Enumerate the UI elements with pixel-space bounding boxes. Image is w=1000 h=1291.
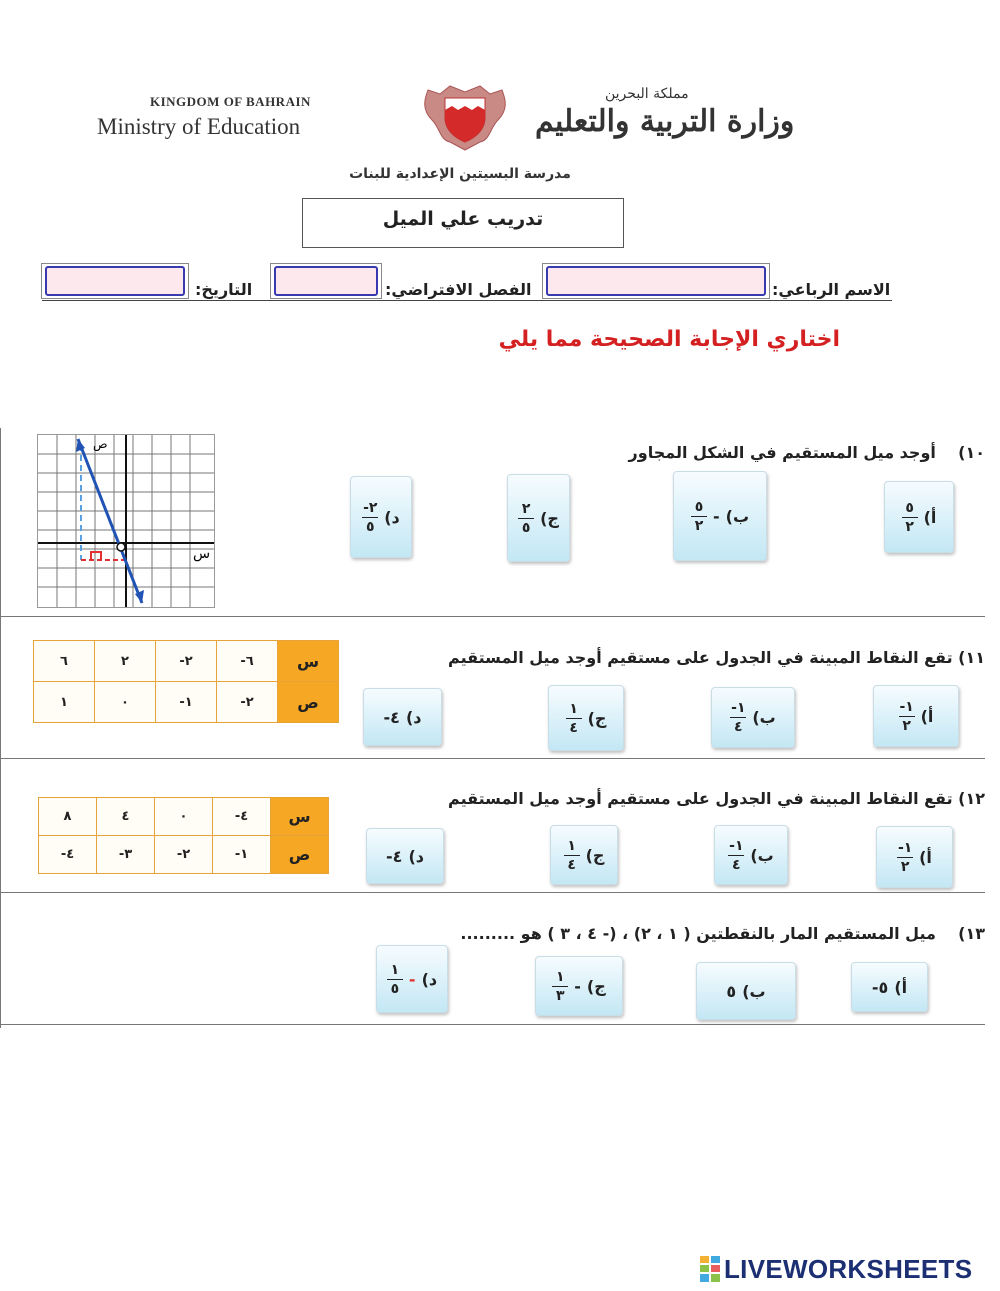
date-input[interactable] [45, 266, 185, 296]
class-input[interactable] [274, 266, 378, 296]
divider [0, 1024, 985, 1025]
liveworksheets-logo-icon [700, 1256, 720, 1282]
choice-12-d[interactable]: د) ٤- [366, 828, 444, 884]
ministry-english-title: Ministry of Education [97, 114, 301, 139]
question-13 [385, 924, 985, 943]
slope-graph [37, 434, 215, 608]
left-border [0, 428, 1, 1028]
table-cell: ٢- [155, 836, 213, 874]
choice-10-c[interactable]: ج) $\frac{٢}{٥}$ [507, 474, 570, 562]
table-cell: ١- [156, 682, 217, 723]
table-cell: ٨ [39, 798, 97, 836]
table-cell: ٢- [217, 682, 278, 723]
class-label: الفصل الافتراضي: [385, 280, 532, 299]
table-header-x: س [271, 798, 329, 836]
choice-13-d[interactable]: د) - $\frac{١}{٥}$ [376, 945, 448, 1013]
question-text: ميل المستقيم المار بالنقطتين ( ١ ، ٢) ، (- ٤ ، ٣ ) هو ......... [460, 924, 936, 943]
question-11 [385, 648, 985, 667]
points-table-12 [38, 797, 329, 874]
points-table-11 [33, 640, 339, 723]
divider [0, 758, 985, 759]
table-cell: ١- [213, 836, 271, 874]
school-name: مدرسة البسيتين الإعدادية للبنات [349, 166, 571, 182]
table-header-y: ص [271, 836, 329, 874]
kingdom-arabic-label: مملكة البحرين [605, 86, 689, 102]
table-cell: ٢ [95, 641, 156, 682]
choice-12-c[interactable]: ج) $\frac{١}{٤}$ [550, 825, 618, 885]
choice-12-a[interactable]: أ) $\frac{١-}{٢}$ [876, 826, 953, 888]
table-cell: ٣- [97, 836, 155, 874]
choice-13-b[interactable]: ب) ٥ [696, 962, 796, 1020]
x-axis-label: س [193, 546, 211, 562]
table-cell: ٤- [39, 836, 97, 874]
ministry-arabic-title: وزارة التربية والتعليم [535, 104, 795, 139]
kingdom-label: KINGDOM OF BAHRAIN [150, 94, 311, 109]
date-label: التاريخ: [195, 280, 253, 299]
question-text: تقع النقاط المبينة في الجدول على مستقيم أوجد ميل المستقيم [448, 648, 953, 667]
divider [0, 892, 985, 893]
question-12 [385, 789, 985, 808]
bahrain-emblem-icon [420, 80, 510, 152]
table-cell: ٠ [95, 682, 156, 723]
question-number: ١٣) [958, 924, 985, 943]
instruction-text: اختاري الإجابة الصحيحة مما يلي [498, 327, 840, 352]
slope-line [78, 439, 142, 603]
choice-10-d[interactable]: د) $\frac{٢-}{٥}$ [350, 476, 412, 558]
table-cell: ٢- [156, 641, 217, 682]
fields-underline [42, 300, 892, 301]
choice-12-b[interactable]: ب) $\frac{١-}{٤}$ [714, 825, 788, 885]
question-number: ١٢) [958, 789, 985, 808]
choice-13-a[interactable]: أ) ٥- [851, 962, 928, 1012]
table-cell: ١ [34, 682, 95, 723]
choice-11-b[interactable]: ب) $\frac{١-}{٤}$ [711, 687, 795, 748]
table-cell: ٦- [217, 641, 278, 682]
name-label: الاسم الرباعي: [772, 280, 891, 299]
name-input[interactable] [546, 266, 766, 296]
liveworksheets-logo-text: LIVEWORKSHEETS [724, 1253, 973, 1284]
table-cell: ٦ [34, 641, 95, 682]
worksheet-title: تدريب علي الميل [302, 198, 624, 248]
question-number: ١٠) [958, 443, 985, 462]
choice-11-d[interactable]: د) ٤- [363, 688, 442, 746]
question-number: ١١) [958, 648, 985, 667]
question-10 [385, 443, 985, 462]
divider [0, 616, 985, 617]
choice-11-c[interactable]: ج) $\frac{١}{٤}$ [548, 685, 624, 751]
y-axis-label: ص [93, 437, 108, 451]
choice-13-c[interactable]: ج) - $\frac{١}{٣}$ [535, 956, 623, 1016]
question-text: أوجد ميل المستقيم في الشكل المجاور [628, 443, 936, 462]
choice-11-a[interactable]: أ) $\frac{١-}{٢}$ [873, 685, 959, 747]
table-cell: ٤- [213, 798, 271, 836]
liveworksheets-logo [700, 1254, 972, 1284]
table-cell: ٠ [155, 798, 213, 836]
choice-10-a[interactable]: أ) $\frac{٥}{٢}$ [884, 481, 954, 553]
table-header-y: ص [278, 682, 339, 723]
table-cell: ٤ [97, 798, 155, 836]
table-header-x: س [278, 641, 339, 682]
choice-10-b[interactable]: ب) - $\frac{٥}{٢}$ [673, 471, 767, 561]
question-text: تقع النقاط المبينة في الجدول على مستقيم أوجد ميل المستقيم [448, 789, 953, 808]
